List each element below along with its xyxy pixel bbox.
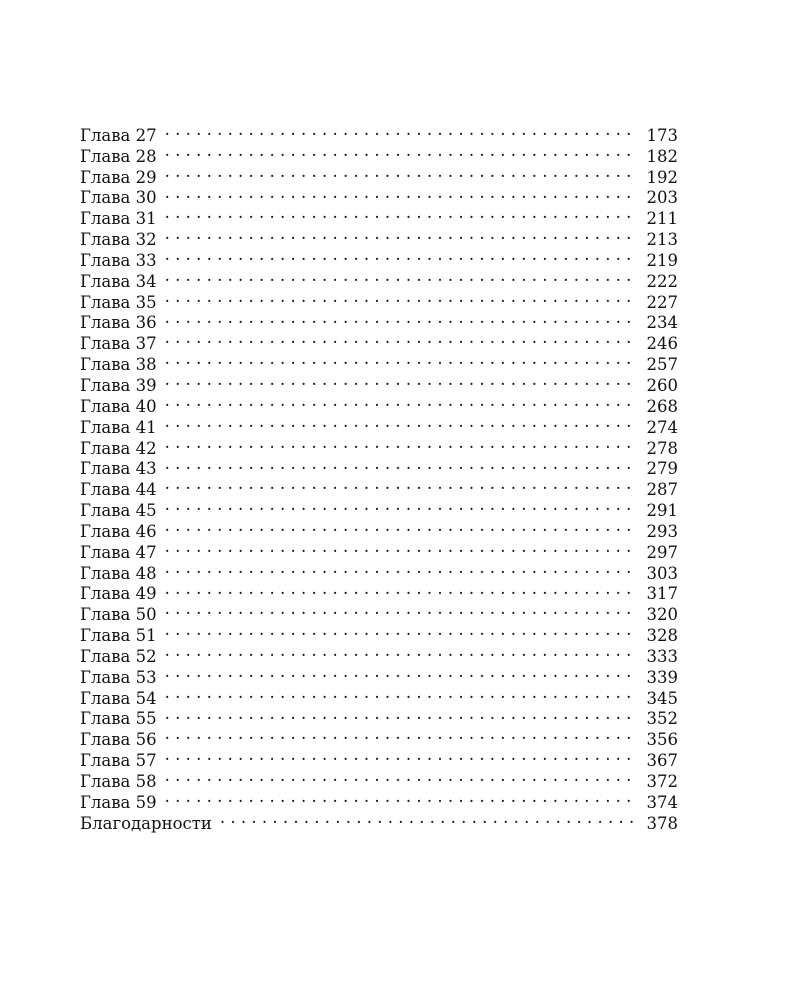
toc-entry-page-number: 278 [646,438,678,458]
dot-leader [165,287,636,308]
toc-entry-title: Глава 32 [80,230,157,250]
toc-entry-page-number: 274 [646,417,678,437]
toc-entry [80,266,678,291]
toc-entry-title: Глава 38 [80,355,157,375]
toc-entry-page-number: 213 [646,230,678,250]
dot-leader [165,641,636,662]
toc-entry-page-number: 219 [646,250,678,270]
toc-entry [80,579,678,604]
table-of-contents [80,120,678,833]
toc-entry-title: Глава 28 [80,146,157,166]
toc-entry-title: Глава 33 [80,250,157,270]
toc-entry-page-number: 203 [646,188,678,208]
dot-leader [165,537,636,558]
dot-leader [165,266,636,287]
toc-entry [80,412,678,437]
dot-leader [165,433,636,454]
toc-entry-page-number: 287 [646,480,678,500]
toc-entry [80,787,678,812]
toc-entry [80,183,678,208]
dot-leader [165,162,636,183]
toc-entry [80,308,678,333]
toc-entry-page-number: 268 [646,396,678,416]
toc-entry-page-number: 303 [646,563,678,583]
toc-entry [80,370,678,395]
toc-entry-page-number: 328 [646,626,678,646]
toc-entry-page-number: 317 [646,584,678,604]
toc-entry [80,745,678,771]
toc-entry-title: Глава 39 [80,375,157,395]
toc-entry-title: Глава 52 [80,646,157,666]
toc-entry [80,641,678,666]
toc-entry [80,391,678,416]
toc-entry [80,203,678,229]
toc-entry-title: Глава 57 [80,751,157,771]
toc-entry-title: Глава 44 [80,480,157,500]
toc-entry [80,245,678,270]
toc-entry-title: Глава 45 [80,501,157,521]
toc-entry-page-number: 372 [646,772,678,791]
toc-entry [80,683,678,708]
dot-leader [165,224,636,245]
toc-entry [80,516,678,541]
toc-entry-title: Глава 35 [80,292,157,312]
dot-leader [165,391,636,412]
toc-entry-title: Благодарности [80,813,212,833]
toc-entry [80,454,678,479]
toc-entry-page-number: 279 [646,459,678,479]
toc-entry-page-number: 356 [646,730,678,750]
dot-leader [165,495,636,516]
toc-entry [80,224,678,250]
toc-entry [80,349,678,375]
dot-leader [165,245,636,266]
toc-entry-title: Глава 59 [80,792,157,812]
dot-leader [165,724,636,745]
toc-entry-title: Глава 36 [80,313,157,333]
toc-entry-page-number: 291 [646,501,678,521]
dot-leader [165,558,636,579]
dot-leader [165,662,636,683]
dot-leader [165,579,636,600]
toc-entry-page-number: 211 [646,209,678,229]
toc-entry-title: Глава 46 [80,521,157,541]
toc-entry-title: Глава 31 [80,209,157,229]
toc-entry-page-number: 260 [646,375,678,395]
toc-entry [80,287,678,312]
toc-entry-page-number: 352 [646,709,678,729]
toc-entry-page-number: 192 [646,167,678,187]
toc-entry [80,662,678,687]
dot-leader [165,683,636,704]
dot-leader [165,141,636,162]
toc-entry-page-number: 367 [646,751,678,771]
toc-entry [80,433,678,458]
toc-entry [80,558,678,583]
dot-leader [165,183,636,204]
toc-entry-page-number: 320 [646,605,678,625]
toc-entry-page-number: 222 [646,271,678,291]
toc-entry-title: Глава 43 [80,459,157,479]
toc-entry-page-number: 339 [646,667,678,687]
toc-entry [80,808,678,833]
dot-leader [165,308,636,329]
toc-entry [80,537,678,562]
dot-leader [165,454,636,475]
toc-entry-title: Глава 53 [80,667,157,687]
toc-entry-page-number: 227 [646,292,678,312]
toc-entry-title: Глава 37 [80,334,157,354]
toc-entry-title: Глава 27 [80,125,157,145]
dot-leader [165,349,636,370]
toc-entry-title: Глава 50 [80,605,157,625]
toc-entry-page-number: 246 [646,334,678,354]
toc-entry-title: Глава 48 [80,563,157,583]
toc-entry [80,724,678,750]
toc-entry [80,328,678,354]
toc-entry-title: Глава 56 [80,730,157,750]
toc-entry [80,599,678,625]
toc-entry-title: Глава 51 [80,626,157,646]
toc-entry [80,620,678,646]
toc-entry-title: Глава 42 [80,438,157,458]
dot-leader [165,328,636,349]
dot-leader [165,370,636,391]
toc-entry-title: Глава 55 [80,709,157,729]
toc-entry-page-number: 333 [646,646,678,666]
dot-leader [165,474,636,495]
toc-entry-title: Глава 54 [80,688,157,708]
dot-leader [165,599,636,620]
dot-leader [165,412,636,433]
toc-entry-page-number: 297 [646,542,678,562]
toc-entry-title: Глава 58 [80,772,157,791]
toc-entry [80,474,678,500]
toc-entry [80,141,678,166]
toc-entry-page-number: 182 [646,146,678,166]
toc-entry-page-number: 374 [646,792,678,812]
dot-leader [165,203,636,224]
dot-leader [165,516,636,537]
dot-leader [165,620,636,641]
toc-entry-title: Глава 34 [80,271,157,291]
toc-entry-page-number: 173 [646,125,678,145]
toc-entry-page-number: 378 [646,813,678,833]
toc-entry-title: Глава 29 [80,167,157,187]
toc-entry-page-number: 257 [646,355,678,375]
toc-entry-page-number: 293 [646,521,678,541]
toc-entry-title: Глава 49 [80,584,157,604]
toc-entry [80,495,678,521]
toc-entry [80,704,678,729]
toc-entry-title: Глава 40 [80,396,157,416]
toc-entry-page-number: 345 [646,688,678,708]
toc-entry [80,120,678,145]
dot-leader [165,120,636,141]
toc-entry-title: Глава 41 [80,417,157,437]
toc-entry [80,766,678,791]
dot-leader [165,745,636,766]
toc-entry-page-number: 234 [646,313,678,333]
dot-leader [165,766,636,787]
dot-leader [165,787,636,808]
dot-leader [165,704,636,725]
dot-leader [220,808,636,829]
toc-entry-title: Глава 47 [80,542,157,562]
toc-entry-title: Глава 30 [80,188,157,208]
toc-entry [80,162,678,187]
